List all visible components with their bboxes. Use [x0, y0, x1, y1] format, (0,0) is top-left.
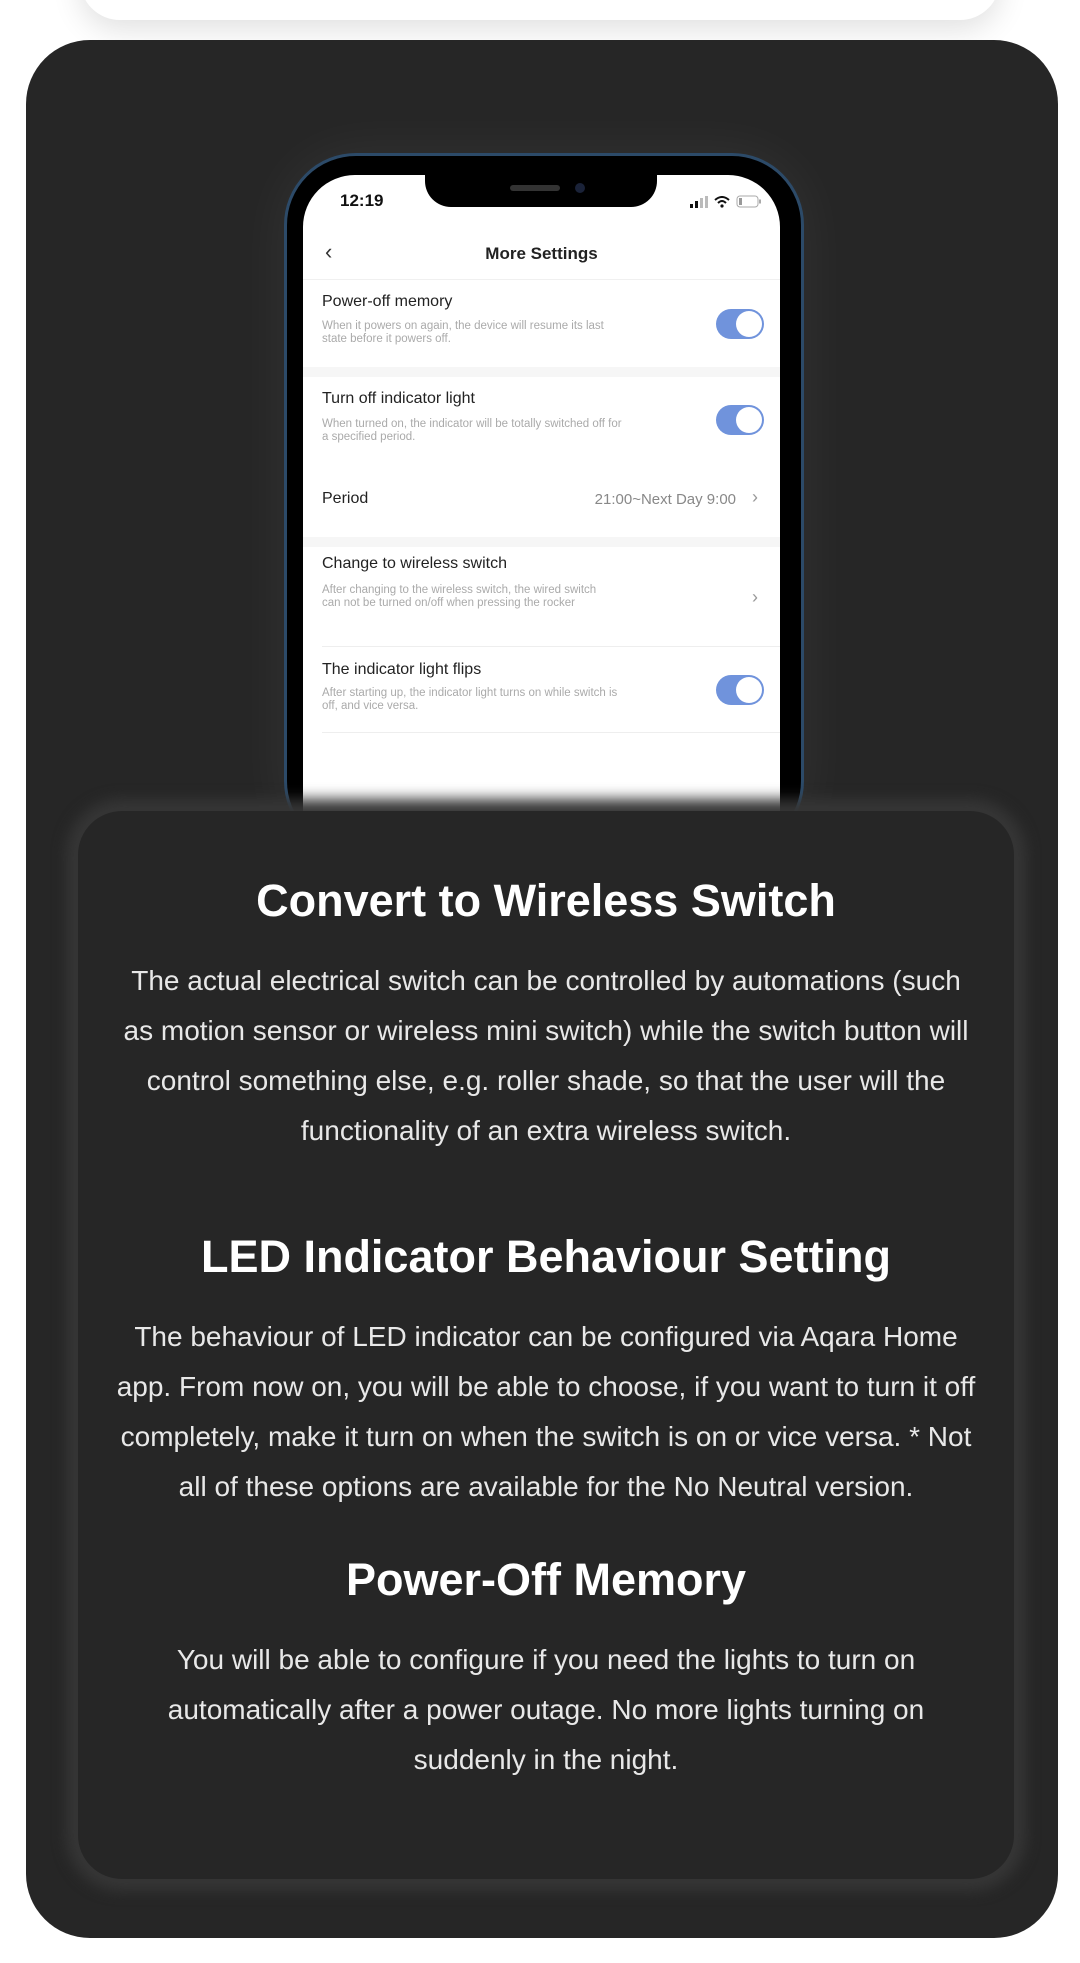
setting-desc: When it powers on again, the device will resume its last state before it powers off. [322, 320, 604, 345]
phone-notch [425, 175, 657, 207]
back-chevron-icon[interactable]: ‹ [325, 239, 333, 264]
chevron-right-icon: › [752, 587, 758, 607]
feature-heading: LED Indicator Behaviour Setting [200, 1231, 892, 1282]
feature-heading: Power-Off Memory [345, 1554, 747, 1605]
indicator-light-toggle[interactable] [716, 405, 764, 435]
features-panel [78, 811, 1014, 1879]
speaker-icon [510, 185, 560, 191]
feature-body: You will be able to configure if you need the lights to turn on automatically after a power outage. No more lights turning on suddenly in the night. [167, 1644, 925, 1775]
camera-icon [575, 183, 585, 193]
setting-title: Turn off indicator light [322, 390, 475, 407]
setting-title: Power-off memory [322, 293, 453, 310]
status-icons [690, 195, 762, 208]
battery-icon [736, 195, 762, 208]
setting-desc: After changing to the wireless switch, the wired switch can not be turned on/off when pressing the rocker [322, 584, 597, 609]
setting-desc: When turned on, the indicator will be totally switched off for a specified period. [322, 418, 622, 443]
feature-heading: Convert to Wireless Switch [256, 875, 836, 926]
indicator-flip-toggle[interactable] [716, 675, 764, 705]
setting-desc: After starting up, the indicator light turns on while switch is off, and vice versa. [322, 687, 618, 712]
divider [303, 537, 780, 547]
divider [303, 279, 780, 280]
feature-body: The actual electrical switch can be controlled by automations (such as motion sensor or wireless mini switch) while the switch button will control something else, e.g. roller shade, so that the user will the functionality of an extra wireless switch. [123, 965, 969, 1146]
setting-title: Period [322, 490, 369, 507]
status-time: 12:19 [340, 191, 384, 210]
top-card-shadow [80, 0, 1000, 20]
wifi-icon [714, 196, 730, 208]
period-value: 21:00~Next Day 9:00 [594, 491, 736, 508]
signal-icon [690, 196, 708, 208]
setting-title: The indicator light flips [322, 661, 482, 678]
divider [322, 646, 780, 647]
power-off-memory-toggle[interactable] [716, 309, 764, 339]
divider [322, 732, 780, 733]
chevron-right-icon: › [752, 487, 758, 507]
divider [303, 367, 780, 377]
screen-title: More Settings [485, 244, 598, 263]
setting-title: Change to wireless switch [322, 555, 507, 572]
phone-screen [303, 175, 780, 835]
feature-body: The behaviour of LED indicator can be configured via Aqara Home app. From now on, you will be able to choose, if you want to turn it off completely, make it turn on when the switch is on or vice versa. * Not all of these options are available for the No Neutral version. [116, 1321, 976, 1502]
